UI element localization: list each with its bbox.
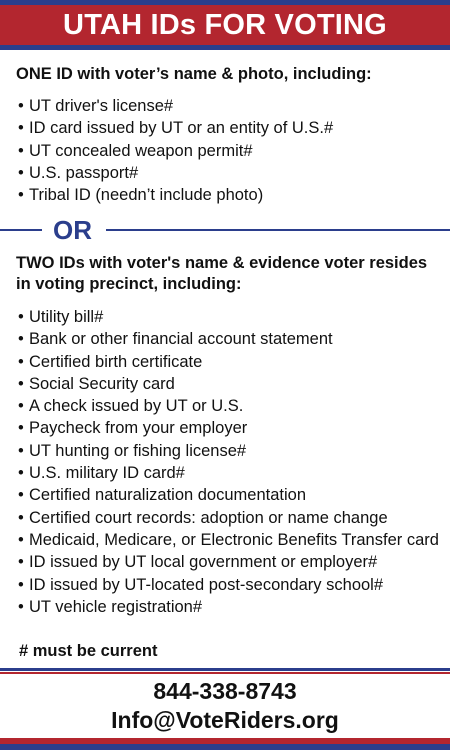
section-one-heading: ONE ID with voter’s name & photo, including: — [16, 65, 372, 83]
list-item — [18, 117, 443, 139]
list-item — [18, 140, 443, 162]
list-item — [18, 551, 443, 573]
contact-email: Info@VoteRiders.org — [111, 707, 339, 733]
bullet-icon: • — [18, 553, 24, 572]
bullet-icon: • — [18, 530, 24, 549]
bullet-icon: • — [18, 141, 24, 160]
list-item — [18, 507, 443, 529]
bullet-icon: • — [18, 508, 24, 527]
bullet-icon: • — [18, 163, 24, 182]
bullet-icon: • — [18, 352, 24, 371]
section-two-heading: TWO IDs with voter's name & evidence voter resides in voting precinct, including: — [16, 254, 428, 293]
list-item — [18, 373, 443, 395]
section-one-list — [18, 95, 443, 206]
bullet-icon: • — [18, 186, 24, 205]
bullet-icon: • — [18, 374, 24, 393]
bullet-icon: • — [18, 119, 24, 138]
list-item — [18, 417, 443, 439]
list-item-label: Social Security card — [29, 374, 175, 393]
bullet-icon: • — [18, 441, 24, 460]
bullet-icon: • — [18, 97, 24, 115]
footer-divider-blue — [0, 668, 450, 671]
list-item — [18, 484, 443, 506]
list-item — [18, 351, 443, 373]
list-item-label: Certified birth certificate — [29, 352, 203, 371]
list-item — [18, 306, 443, 328]
list-item — [18, 529, 443, 551]
bottom-stripe-blue — [0, 744, 450, 750]
or-divider — [0, 214, 450, 246]
list-item-label: Tribal ID (needn’t include photo) — [29, 186, 264, 205]
list-item-label: UT vehicle registration# — [29, 597, 203, 616]
list-item — [18, 440, 443, 462]
list-item-label: ID issued by UT-located post-secondary school# — [29, 575, 384, 594]
list-item-label: U.S. military ID card# — [29, 464, 185, 483]
list-item-label: Utility bill# — [29, 308, 104, 326]
bullet-icon: • — [18, 575, 24, 594]
section-two-list — [18, 306, 443, 618]
list-item-label: Medicaid, Medicare, or Electronic Benefits Transfer card — [29, 530, 439, 549]
header-bottom-stripe — [0, 45, 450, 50]
list-item-label: ID issued by UT local government or employer# — [29, 553, 378, 572]
contact-phone: 844-338-8743 — [153, 678, 297, 704]
bullet-icon: • — [18, 464, 24, 483]
list-item-label: Certified court records: adoption or name change — [29, 508, 388, 527]
bullet-icon: • — [18, 419, 24, 438]
footnote: # must be current — [19, 642, 158, 660]
list-item — [18, 596, 443, 618]
list-item — [18, 95, 443, 117]
list-item — [18, 395, 443, 417]
header-banner — [0, 0, 450, 50]
list-item-label: ID card issued by UT or an entity of U.S.# — [29, 119, 334, 138]
list-item — [18, 574, 443, 596]
list-item-label: UT driver's license# — [29, 97, 174, 115]
bullet-icon: • — [18, 486, 24, 505]
page-title: UTAH IDs FOR VOTING — [63, 9, 387, 41]
list-item — [18, 462, 443, 484]
list-item-label: Certified naturalization documentation — [29, 486, 306, 505]
list-item-label: A check issued by UT or U.S. — [29, 397, 244, 416]
bullet-icon: • — [18, 330, 24, 349]
list-item — [18, 184, 443, 206]
list-item-label: UT concealed weapon permit# — [29, 141, 253, 160]
or-label: OR — [53, 215, 92, 245]
list-item-label: U.S. passport# — [29, 163, 139, 182]
bullet-icon: • — [18, 397, 24, 416]
list-item-label: UT hunting or fishing license# — [29, 441, 247, 460]
divider-line-right — [106, 229, 450, 231]
list-item — [18, 162, 443, 184]
bullet-icon: • — [18, 597, 24, 616]
bullet-icon: • — [18, 308, 24, 326]
divider-line-left — [0, 229, 42, 231]
list-item — [18, 328, 443, 350]
footer-divider-red — [0, 672, 450, 674]
list-item-label: Paycheck from your employer — [29, 419, 248, 438]
list-item-label: Bank or other financial account statement — [29, 330, 333, 349]
